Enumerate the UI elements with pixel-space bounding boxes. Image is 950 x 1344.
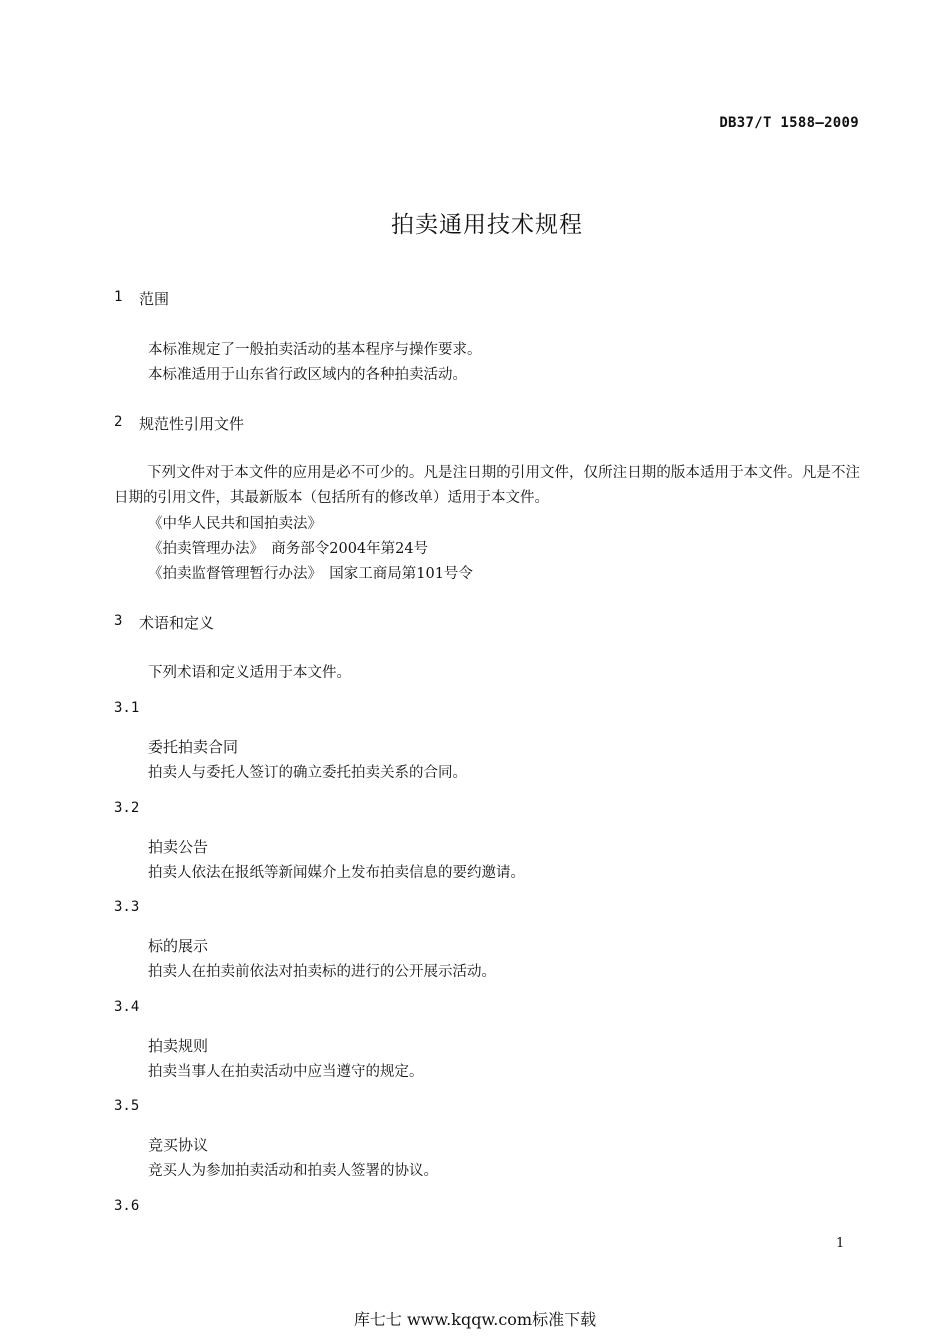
section-1-title: 范围 (139, 290, 170, 308)
term-definition: 拍卖人与委托人签订的确立委托拍卖关系的合同。 (148, 765, 467, 781)
term-number: 3.4 (114, 999, 140, 1015)
reference-item: 《拍卖监督管理暂行办法》 国家工商局第101号令 (148, 566, 473, 582)
paragraph: 本标准适用于山东省行政区域内的各种拍卖活动。 (148, 367, 467, 383)
reference-item: 《中华人民共和国拍卖法》 (148, 516, 322, 532)
term-definition: 拍卖人依法在报纸等新闻媒介上发布拍卖信息的要约邀请。 (148, 865, 525, 881)
term-name: 委托拍卖合同 (148, 738, 239, 756)
reference-item: 《拍卖管理办法》 商务部令2004年第24号 (148, 541, 429, 557)
term-number: 3.6 (114, 1198, 140, 1214)
term-definition: 竞买人为参加拍卖活动和拍卖人签署的协议。 (148, 1163, 438, 1179)
term-name: 竞买协议 (148, 1136, 209, 1154)
term-name: 标的展示 (148, 937, 209, 955)
section-3-title: 术语和定义 (139, 614, 215, 632)
footer-watermark: 库七七 www.kqqw.com标准下载 (353, 1310, 597, 1329)
term-name: 拍卖公告 (148, 838, 209, 856)
term-number: 3.1 (114, 700, 140, 716)
standard-code: DB37/T 1588—2009 (719, 115, 859, 131)
section-2-number: 2 (114, 414, 123, 430)
term-definition: 拍卖人在拍卖前依法对拍卖标的进行的公开展示活动。 (148, 964, 496, 980)
term-definition: 拍卖当事人在拍卖活动中应当遵守的规定。 (148, 1064, 424, 1080)
paragraph: 下列术语和定义适用于本文件。 (148, 665, 351, 681)
document-title: 拍卖通用技术规程 (391, 212, 583, 238)
section-2-title: 规范性引用文件 (139, 415, 245, 433)
term-name: 拍卖规则 (148, 1037, 209, 1055)
paragraph: 本标准规定了一般拍卖活动的基本程序与操作要求。 (148, 342, 482, 358)
section-1-number: 1 (114, 289, 123, 305)
paragraph: 下列文件对于本文件的应用是必不可少的。凡是注日期的引用文件，仅所注日期的版本适用于本文件。凡是不注日期的引用文件，其最新版本（包括所有的修改单）适用于本文件。 (114, 465, 860, 506)
term-number: 3.5 (114, 1098, 140, 1114)
term-number: 3.3 (114, 899, 140, 915)
page-number: 1 (836, 1236, 845, 1251)
section-3-number: 3 (114, 613, 123, 629)
term-number: 3.2 (114, 800, 140, 816)
